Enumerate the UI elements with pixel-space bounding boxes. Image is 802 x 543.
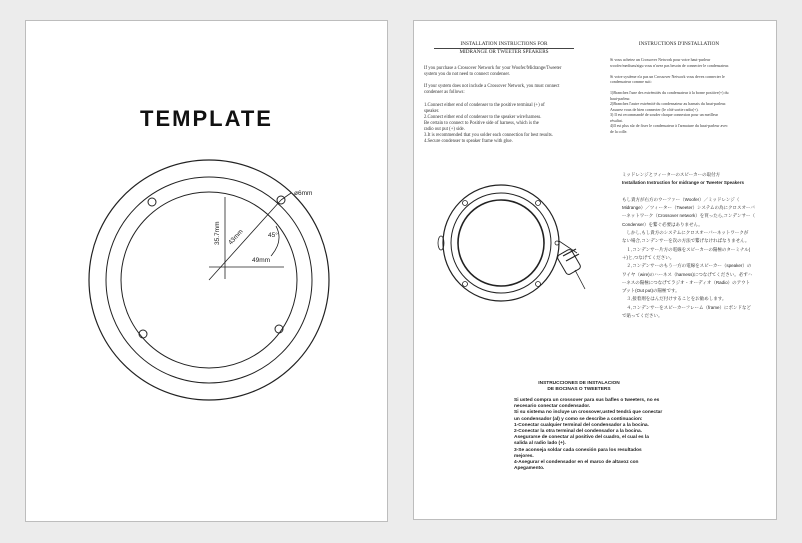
speaker-illustration — [429, 171, 599, 321]
spanish-heading: INSTRUCCIONES DE INSTALACION DE BOCINAS O TWEETERS — [538, 381, 620, 393]
english-instructions: If you purchase a Crossover Network for your Woofer/Midrange/Tweeter system you do not need to connect condenser. If your system does not include a Crossover Network, you must connect condenser as follows: 1.Connect either end of condenser to the positive terminal (+) of speaker. 2.Connect either end of condenser to the speaker wire/harness. Be certain to connect to Positive side of harness, which is the radio out put (+) side. 3.It is recommended that you solder each connection for best results. 4.Secure condenser to speaker frame with glue. — [424, 66, 562, 145]
template-title: TEMPLATE — [140, 106, 273, 131]
template-page — [25, 20, 388, 522]
angle-arc — [271, 226, 279, 256]
angle-dim-label: 45° — [268, 232, 278, 239]
english-heading: INSTALLATION INSTRUCTIONS FOR MIDRANGE OR TWEETER SPEAKERS — [434, 41, 574, 55]
illustration-inner-ring — [451, 193, 551, 293]
height-dim-label: 35.7mm — [214, 221, 221, 245]
speaker-template-drawing — [26, 21, 387, 521]
illustration-cone — [458, 200, 544, 286]
mount-hole-bottom-left — [139, 330, 147, 338]
radius-dim-label: 43mm — [227, 228, 245, 247]
japanese-instructions: ミッドレンジとツィーターのスピーカーの取付方 Installation Instruction for midrange or Tweeter Speakers もし貴方が右方のウーファー（Woofer）／ミッドレンジ（ Midrange）／ツィーター（Tweeter）システムの為にクロスオーバ ーネットワーク（Crossover network）を買ったら,コンデンサー（ Condenser）を繋ぐ必要はありません。 しかし,もし貴方のシステムにクロスオーバーネットワークが ない場合,コンデンサーを次の方法で繋げなければなりません。 １,コンデンサー片方の電線をスピーカーの陽極のターミナル( ＋)と,つなげてください。 ２,コンデンサーのもう一方の電線をスピーカー（speaker）の ワイヤ（wire)のハーネス（harness)につなげてください。必ずハ ーネスの陽極につなげてラジオ・オーディオ（Radio）のアウト プット(Out put)の陽極です。 ３,接着剤をはんだ付けすることをお勧めします。 ４,コンデンサーをスピーカーフレーム（frame）にボンドなど で貼ってください。 — [622, 172, 755, 319]
illustration-hole-2 — [536, 201, 541, 206]
spanish-instructions: Si usted compra un crossover para sus bafles o tweeters, no es necesario conectar condensador. Si su sistema no incluye un crossover,usted tendrá que conectar un condensador (al) y como se describe a continuacion: 1-Conectar cualquier terminal del condensador a la bocina. 2-Conectar la otra terminal del condensador a la bocina. Asegurarse de conectar al positivo del cuadro, el cual es la salida al radio lado (+). 3-Se aconseja soldar cada conexión para los resultados mejores. 4-Asegurar el condensador en el marco de altavoz con Apegamento. — [514, 398, 663, 472]
illustration-hole-3 — [463, 282, 468, 287]
condenser-lead — [575, 270, 585, 289]
width-dim-label: 49mm — [252, 257, 271, 264]
instructions-page — [413, 20, 777, 520]
french-instructions: Si vous achetez un Crossover Network pour votre haut-parleur woofer/medium/aigu vous n'avez pas besoin de connecter le condensateur. Si votre système n'a pas un Crossover Network vous devez connecter le condensateur comme suit: 1)Branchez l'une des extrémités du condensateur à la borne positive(+) du haut-parleur. 2)Branchez l'autre extrémité du condensateur au harnais du haut-parleur. Assurez vous de bien connecter (le côté sortie radio(+). 3) Il est recommandé de souder chaque connexion pour un meilleur résultat. 4)Il est plus sûr de fixer le condensateur à l'armature du haut-parleur avec de la colle. — [610, 57, 730, 134]
illustration-hole-1 — [463, 201, 468, 206]
illustration-outer-ring — [443, 185, 559, 301]
french-heading: INSTRUCTIONS D'INSTALLATION — [638, 41, 720, 47]
hole-dim-label: ø6mm — [294, 190, 313, 197]
mount-hole-top-left — [148, 198, 156, 206]
illustration-hole-4 — [536, 282, 541, 287]
